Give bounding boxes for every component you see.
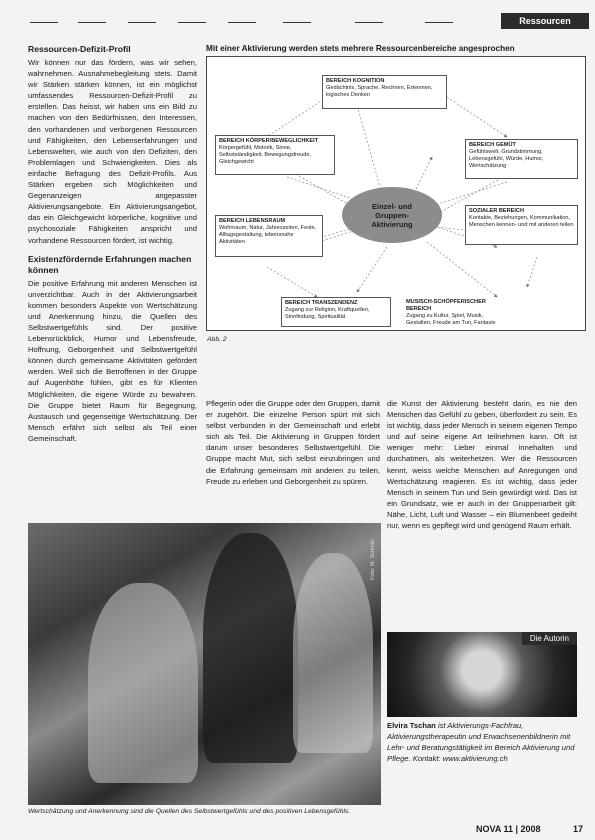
box-sozial: SOZIALER BEREICH Kontakte, Beziehungen, Kommunikation, Menschen kennen- und mit anderen teilen [465, 205, 578, 245]
author-bio [387, 720, 577, 764]
author-photo [387, 632, 577, 717]
author-name: Elvira Tschan [387, 721, 436, 730]
box-musisch: MUSISCH-SCHÖPFERISCHER BEREICH Zugang zu Kultur, Spiel, Musik, Gestalten, Freude am Tun, Fantasie [406, 299, 496, 326]
box-kognition: BEREICH KOGNITION Gedächtnis, Sprache, Rechnen, Erkennen, logisches Denken [322, 75, 447, 109]
header-rule-1 [30, 22, 58, 23]
paragraph-existenz: Die positive Erfahrung mit anderen Menschen ist unverzichtbar. Auch in der Aktivierungsarbeit kommen besonders Aspekte von Wertschätzung und Anerkennung hinzu, die Quellen des Selbstwertgefühls sind. Der positive Lebensrückblick, Humor und Lebensfreude, Hoffnung, Geborgenheit und Selbstwertgefühl können durch gemeinsame Aktivitäten gefördert werden. Weil sich die Betroffenen in der Gruppe auf Augenhöhe fühlen, gibt es für Klienten Möglichkeiten, die eigene Würde zu bewahren. Die Gruppe bietet Raum für Begegnung, Austausch und gegenseitige Wertschätzung. Der Mensch erfährt sich selbst als Teil einer Gemeinschaft. [28, 278, 197, 443]
photo-caption: Wertschätzung und Anerkennung sind die Quellen des Selbstwertgefühls und des positiven Lebensgefühls. [28, 808, 351, 815]
header-rule-4 [178, 22, 206, 23]
footer-page-number: 17 [572, 824, 583, 834]
photo-figure-left [88, 583, 198, 783]
photo-figure-back [293, 553, 373, 753]
author-tag: Die Autorin [522, 632, 577, 645]
center-ellipse [342, 187, 442, 243]
header-rule-5 [228, 22, 256, 23]
heading-existenz: Existenzfördernde Erfahrungen machen können [28, 253, 192, 275]
ressourcen-diagram [206, 56, 586, 331]
photo-figure-right [203, 533, 298, 763]
heading-ressourcen-defizit: Ressourcen-Defizit-Profil [28, 44, 131, 54]
photo-credit: Foto: M. Schmid [370, 540, 376, 581]
header-rule-6 [283, 22, 311, 23]
middle-column-text: Pflegerin oder die Gruppe oder den Gruppen, damit er zugehört. Die einzelne Person spürt mit sich selbst verbunden in der Gemeinschaft und erlebt sich als Teil. Die Aktivierung in Gruppen fördert darum unser besonderes Selbstwertgefühl. Die Gruppe macht Mut, sich selbst einzubringen und die Erfahrung gemeinsam mit anderen zu teilen, Freude zu erleben und Geborgenheit zu spüren. [206, 399, 380, 486]
section-tag: Ressourcen [501, 13, 589, 29]
box-transzendenz: BEREICH TRANSZENDENZ Zugang zur Religion, Kraftquellen, Sinnfindung, Spiritualität [281, 297, 391, 327]
figure-label: Abb. 2 [207, 336, 227, 343]
header-rule-3 [128, 22, 156, 23]
box-lebensraum: BEREICH LEBENSRAUM Wohnraum, Natur, Jahreszeiten, Feste, Alltagsgestaltung, lebensnahe Aktivitäten [215, 215, 323, 257]
box-koerper: BEREICH KÖRPER/BEWEGLICHKEIT Körpergefühl, Motorik, Sinne, Selbstständigkeit, Bewegungsfreude, Gleichgewicht [215, 135, 335, 175]
header-rule-2 [78, 22, 106, 23]
box-gemuet: BEREICH GEMÜT Gefühlswelt, Grundstimmung, Lebensgefühl, Würde, Humor, Wertschätzung [465, 139, 578, 179]
paragraph-ressourcen: Wir können nur das fördern, was wir sehen, wahrnehmen. Ausnahmebegleitung stets. Damit wir Stärken stärken können, ist ein möglichst umfassendes Ressourcen-Defizit-Profil zu erstellen. Das heisst, wir haben uns ein Bild zu machen von den Bedürfnissen, den Interessen, den vorhandenen und verborgenen Ressourcen und Fähigkeiten, den Lebenserfahrungen und Lebenswelten, wie auch von den Defiziten, den Problemlagen und Schwierigkeiten. Dies als einfache Befragung des Defizit-Profils. Aus Stärken ergeben sich Möglichkeiten und Gegenanzeigen angepasster Aktivierungsangebote. Ein Aktivierungsangebot, das ein Gleichgewicht körperliche, kognitive und psychosoziale Fähigkeiten anspricht und vorhandene Ressourcen fördert, ist wichtig. [28, 58, 197, 245]
author-text: ist Aktivierungs-Fachfrau, Aktivierungstherapeutin und Erwachsenenbildnerin mit Lehr- und Beratungstätigkeit im Bereich Aktivierung und Pflege. Kontakt: www.aktivierung.ch [387, 721, 575, 764]
activity-photo [28, 523, 381, 805]
left-column [28, 44, 197, 444]
header-rule-7 [355, 22, 383, 23]
right-column-text: die Kunst der Aktivierung besteht darin, es nie den Menschen das Gefühl zu geben, überfordert zu sein. Es ist wichtig, dass jeder Mensch in seinem eigenen Tempo und auf seine eigene Art teilnehmen kann. Oft ist weniger mehr: Lieber einmal innehalten und durchatmen, als weiterhetzen. Wer die Ressourcen kennt, weiss welche Menschen auf Anregungen und Wertschätzung reagieren. Es ist wichtig, dass jeder Mensch in seinem Tun und Sein gewürdigt wird. Das ist ein Grundsatz, wie er auch in der Gruppenarbeit gilt: Nähe, Licht, Luft und Wasser – ein Blumenbeet gedeiht nur, wenn es gepflegt wird und genügend Raum erhält. [387, 399, 577, 531]
diagram-title: Mit einer Aktivierung werden stets mehrere Ressourcenbereiche angesprochen [206, 44, 515, 53]
center-label: Einzel- und Gruppen-Aktivierung [371, 201, 413, 229]
header-rule-8 [425, 22, 453, 23]
footer-magazine: NOVA 11 | 2008 [476, 824, 541, 834]
